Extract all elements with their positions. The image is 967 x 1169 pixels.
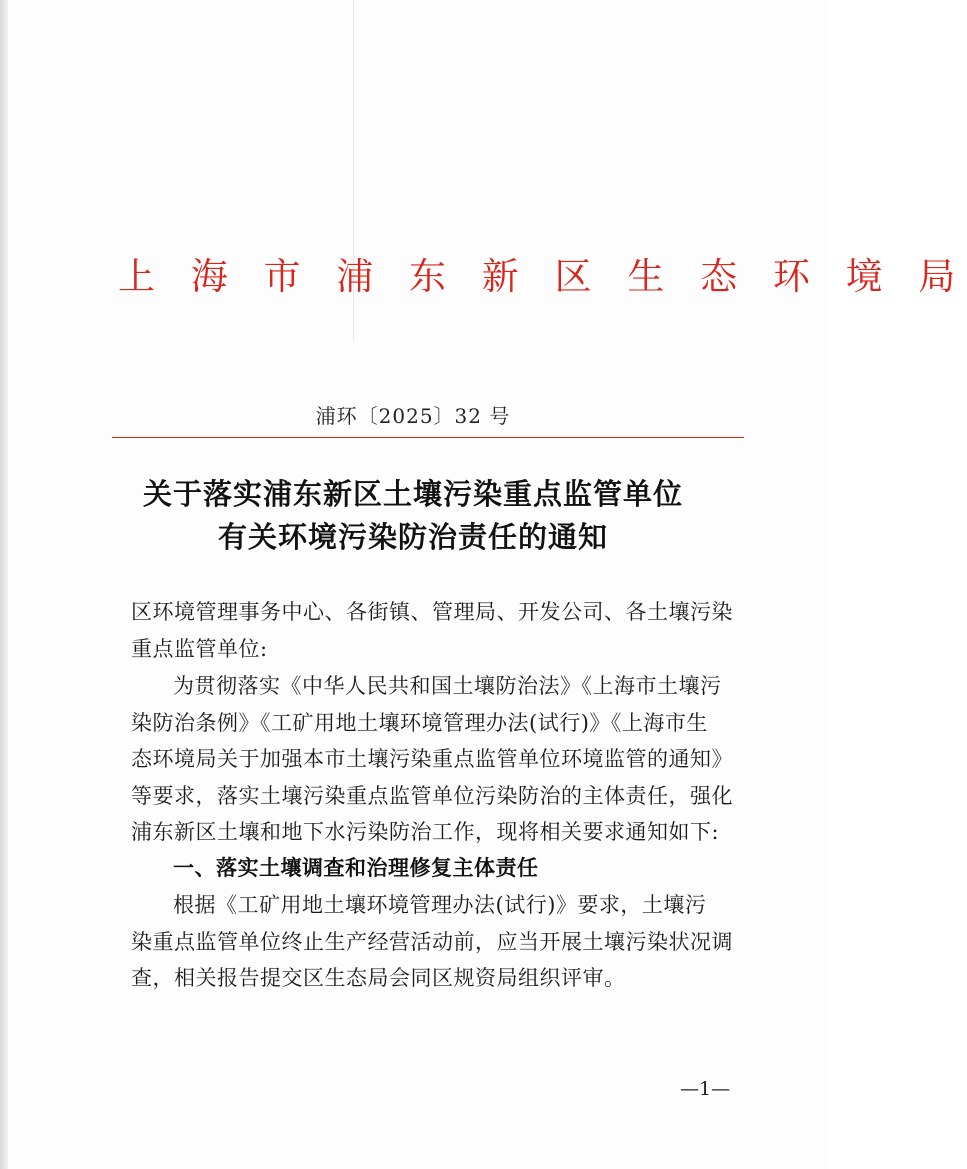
recipients-line-2: 重点监管单位:: [131, 637, 268, 661]
paragraph-1-line-2: 染防治条例》《工矿用地土壤环境管理办法(试行)》《上海市生: [131, 711, 708, 735]
paragraph-1-line-5: 浦东新区土壤和地下水污染防治工作，现将相关要求通知如下:: [131, 820, 720, 844]
document-title-line-1: 关于落实浦东新区土壤污染重点监管单位: [142, 477, 683, 511]
agency-name-header: 上 海 市 浦 东 新 区 生 态 环 境 局: [118, 255, 967, 298]
section-1-line-1: 根据《工矿用地土壤环境管理办法(试行)》要求，土壤污: [173, 893, 707, 917]
section-1-heading: 一、落实土壤调查和治理修复主体责任: [173, 856, 539, 880]
paragraph-1-line-1: 为贯彻落实《中华人民共和国土壤防治法》《上海市土壤污: [173, 674, 722, 698]
document-title-line-2: 有关环境污染防治责任的通知: [217, 520, 608, 554]
document-number: 浦环〔2025〕32 号: [315, 404, 511, 428]
section-1-line-2: 染重点监管单位终止生产经营活动前，应当开展土壤污染状况调: [131, 930, 733, 954]
scan-edge-shadow: [0, 0, 8, 1169]
paragraph-1-line-4: 等要求，落实土壤污染重点监管单位污染防治的主体责任，强化: [131, 784, 733, 808]
recipients-line-1: 区环境管理事务中心、各街镇、管理局、开发公司、各土壤污染: [131, 600, 733, 624]
page-number: —1—: [680, 1078, 731, 1100]
section-1-line-3: 查，相关报告提交区生态局会同区规资局组织评审。: [131, 966, 626, 990]
red-divider-line: [112, 437, 744, 438]
paragraph-1-line-3: 态环境局关于加强本市土壤污染重点监管单位环境监管的通知》: [131, 747, 733, 771]
